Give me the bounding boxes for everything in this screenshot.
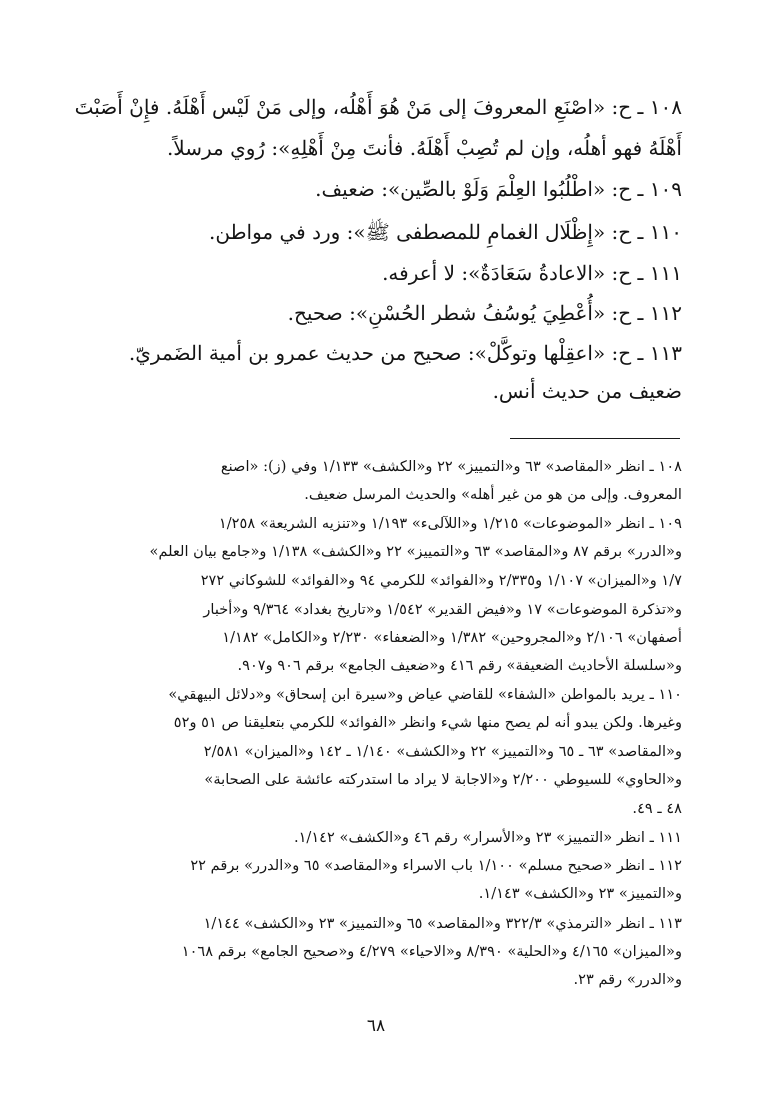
footnote-108-line-2: المعروف. وإلى من هو من غير أهله» والحديث المرسل ضعيف. [304, 486, 682, 503]
footnote-109-line-6: و«سلسلة الأحاديث الضعيفة» رقم ٤١٦ و«ضعيف الجامع» برقم ٩٠٦ و٩٠٧. [237, 657, 682, 674]
footnote-111: ١١١ ـ انظر «التمييز» ٢٣ و«الأسرار» رقم ٤٦ و«الكشف» ١/١٤٢. [293, 829, 682, 846]
footnote-112-line-1: ١١٢ ـ انظر «صحيح مسلم» ١/١٠٠ باب الاسراء و«المقاصد» ٦٥ و«الدرر» برقم ٢٢ [190, 857, 682, 874]
footnote-110-line-1: ١١٠ ـ يريد بالمواطن «الشفاء» للقاضي عياض و«سيرة ابن إسحاق» و«دلائل البيهقي» [168, 686, 682, 703]
hadith-111: ١١١ ـ ح: «الاعادةُ سَعَادَةٌ»: لا أعرفه. [382, 261, 682, 285]
footnote-113-line-1: ١١٣ ـ انظر «الترمذي» ٣٢٢/٣ و«المقاصد» ٦٥ و«التمييز» ٢٣ و«الكشف» ١/١٤٤ [203, 915, 682, 932]
footnote-divider [510, 438, 680, 439]
hadith-110: ١١٠ ـ ح: «إِظْلَال الغمامِ للمصطفى ﷺ»: ورد في مواطن. [209, 220, 682, 244]
book-page [70, 0, 682, 1102]
footnote-110-line-2: وغيرها. ولكن يبدو أنه لم يصح منها شيء وانظر «الفوائد» للكرمي بتعليقنا ص ٥١ و٥٢ [173, 714, 682, 731]
footnote-109-line-1: ١٠٩ ـ انظر «الموضوعات» ١/٢١٥ و«اللآلىء» ١/١٩٣ و«تنزيه الشريعة» ١/٢٥٨ [218, 515, 682, 532]
page-number: ٦٨ [366, 1016, 386, 1036]
footnote-113-line-2: و«الميزان» ٤/١٦٥ و«الحلية» ٨/٣٩٠ و«الاحياء» ٤/٢٧٩ و«صحيح الجامع» برقم ١٠٦٨ [181, 943, 682, 960]
footnote-113-line-3: و«الدرر» رقم ٢٣. [573, 971, 682, 988]
hadith-113-line-1: ١١٣ ـ ح: «اعقِلْها وتوكَّلْ»: صحيح من حديث عمرو بن أمية الضَمريّ. [128, 341, 682, 365]
hadith-112: ١١٢ ـ ح: «أُعْطِيَ يُوسُفُ شطر الحُسْنِ»: صحيح. [287, 301, 682, 325]
footnote-110-line-3: و«المقاصد» ٦٣ ـ ٦٥ و«التمييز» ٢٢ و«الكشف» ١/١٤٠ ـ ١٤٢ و«الميزان» ٢/٥٨١ [203, 743, 682, 760]
footnote-109-line-3: ١/٧ و«الميزان» ١/١٠٧ و٢/٣٣٥ و«الفوائد» للكرمي ٩٤ و«الفوائد» للشوكاني ٢٧٢ [200, 572, 682, 589]
footnote-110-line-4: و«الحاوي» للسيوطي ٢/٢٠٠ و«الاجابة لا يراد ما استدركته عائشة على الصحابة» [204, 771, 682, 788]
footnote-112-line-2: و«التمييز» ٢٣ و«الكشف» ١/١٤٣. [478, 885, 682, 902]
footnote-109-line-2: و«الدرر» برقم ٨٧ و«المقاصد» ٦٣ و«التمييز» ٢٢ و«الكشف» ١/١٣٨ و«جامع بيان العلم» [149, 543, 682, 560]
hadith-113-line-2: ضعيف من حديث أنس. [492, 379, 682, 403]
footnote-110-line-5: ٤٨ ـ ٤٩. [632, 800, 682, 817]
footnote-109-line-4: و«تذكرة الموضوعات» ١٧ و«فيض القدير» ١/٥٤٢ و«تاريخ بغداد» ٩/٣٦٤ و«أخبار [203, 601, 682, 618]
hadith-109: ١٠٩ ـ ح: «اطْلُبُوا العِلْمَ وَلَوْ بالصِّين»: ضعيف. [315, 177, 682, 201]
footnote-108-line-1: ١٠٨ ـ انظر «المقاصد» ٦٣ و«التمييز» ٢٢ و«الكشف» ١/١٣٣ وفي (ز): «اصنع [220, 458, 682, 475]
hadith-108-line-2: أَهْلَهُ فهو أهلُه، وإن لم تُصِبْ أَهْلَهُ. فأنتَ مِنْ أَهْلِهِ»: رُوي مرسلاً. [166, 136, 682, 160]
hadith-108-line-1: ١٠٨ ـ ح: «اصْنَعِ المعروفَ إلى مَنْ هُوَ أَهْلُه، وإلى مَنْ لَيْس أَهْلَهُ. فإِنْ أَصَبْتَ [74, 95, 682, 119]
footnote-109-line-5: أصفهان» ٢/١٠٦ و«المجروحين» ١/٣٨٢ و«الضعفاء» ٢/٢٣٠ و«الكامل» ١/١٨٢ [222, 629, 682, 646]
